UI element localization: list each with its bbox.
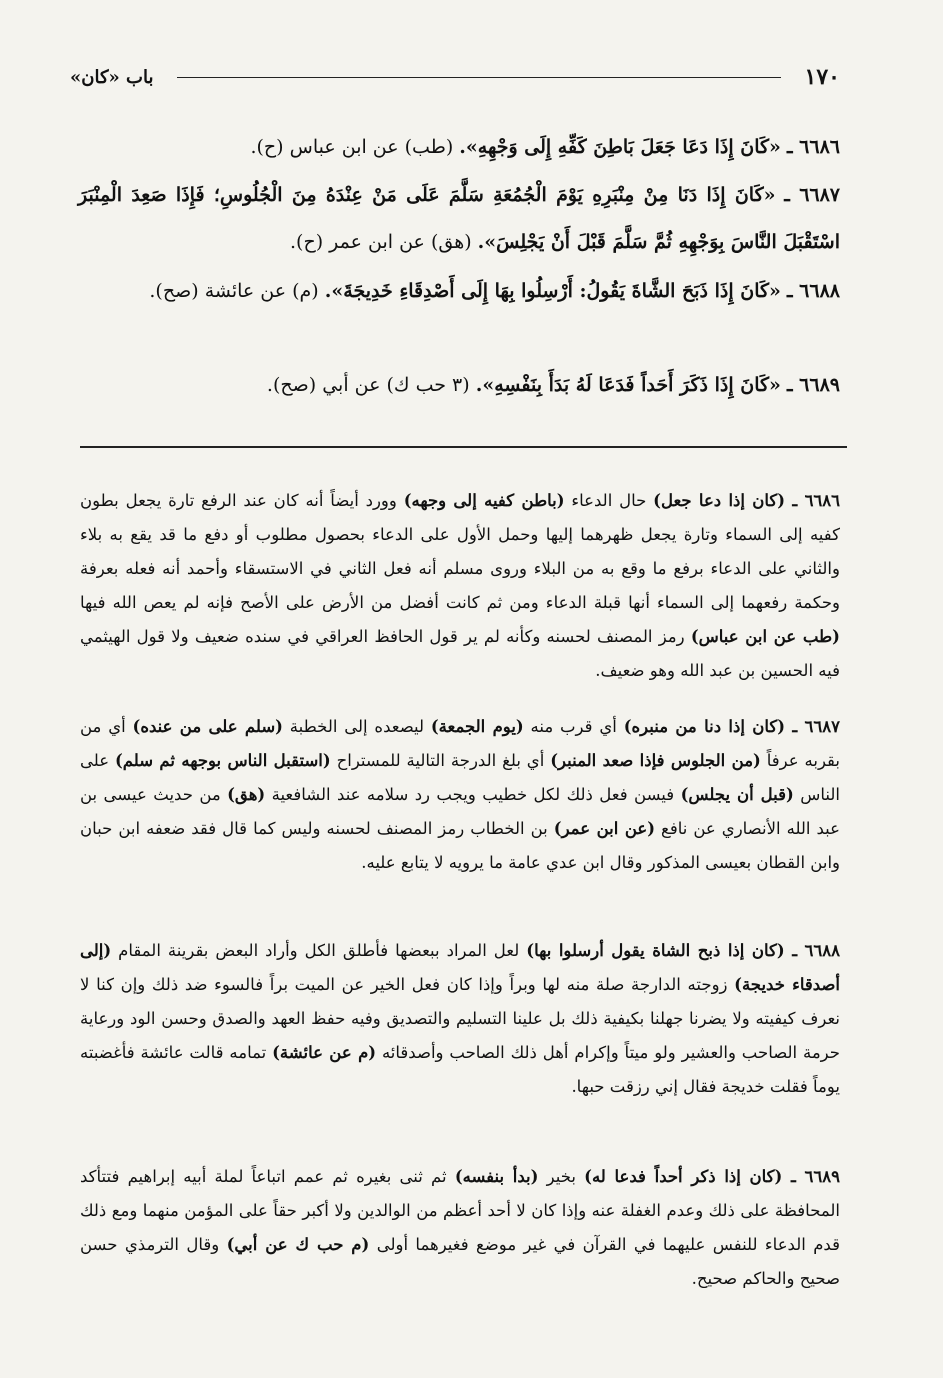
commentary-text: بن الخطاب رمز المصنف لحسنه وليس كما قال فقد ضعفه ابن حبان وابن القطان بعيسى المذكور وقال ابن عدي عامة ما يرويه لا يتابع عليه.	[80, 819, 840, 872]
commentary-number: ٦٦٨٨ ـ	[784, 941, 840, 960]
quoted-phrase: (عن ابن عمر)	[553, 819, 656, 838]
commentary-number: ٦٦٨٧ ـ	[785, 717, 840, 736]
commentary-text: تمامه قالت عائشة فأغضبته يوماً فقلت خديجة فقال إني رزقت حبها.	[80, 1043, 840, 1096]
hadith-source: (هق) عن ابن عمر (ح).	[290, 231, 478, 253]
hadith-source: (٣ حب ك) عن أبي (صح).	[266, 374, 476, 396]
quoted-phrase: (كان إذا دنا من منبره)	[623, 717, 786, 736]
commentary-text: ثم ثنى بغيره ثم عمم اتباعاً لملة أبيه إبراهيم فتتأكد المحافظة على ذلك وعدم الغفلة عنه وإذا كان لا أحد أعظم من الوالدين ولا أكبر حقاً على المؤمن منهما ومع ذلك قدم الدعاء للنفس عليهما في القرآن في غير موضع فغيرهما أولى	[80, 1167, 840, 1254]
hadith-number: ٦٦٨٦ ـ	[786, 136, 840, 158]
quoted-phrase: (كان إذا دعا جعل)	[653, 491, 786, 510]
hadith-6688	[78, 268, 840, 315]
commentary-number: ٦٦٨٩ ـ	[782, 1167, 840, 1186]
commentary-text: أي بلغ الدرجة التالية للمستراح	[330, 751, 551, 770]
commentary-text: بخير	[538, 1167, 585, 1186]
commentary-6686	[80, 484, 840, 688]
commentary-text: لعل المراد ببعضها فأطلق الكل وأراد البعض بقرينة المقام	[111, 941, 527, 960]
commentary-text: وقال الترمذي حسن صحيح والحاكم صحيح.	[80, 1235, 840, 1288]
hadith-source: (م) عن عائشة (صح).	[149, 280, 325, 302]
quoted-phrase: (طب عن ابن عباس)	[690, 627, 840, 646]
quoted-phrase: (سلم على من عنده)	[132, 717, 283, 736]
hadith-6689	[78, 362, 840, 409]
hadith-6687	[78, 172, 840, 266]
quoted-phrase: (بدأ بنفسه)	[454, 1167, 539, 1186]
commentary-number: ٦٦٨٦ ـ	[785, 491, 841, 510]
commentary-text: أي قرب منه	[523, 717, 624, 736]
quoted-phrase: (باطن كفيه إلى وجهه)	[403, 491, 565, 510]
hadith-text: «كَانَ إِذَا دَنَا مِنْ مِنْبَرِهِ يَوْمَ الْجُمُعَةِ سَلَّمَ عَلَى مَنْ عِنْدَهُ مِنَ الْجُلُوسِ؛ فَإِذَا صَعِدَ الْمِنْبَرَ اسْتَقْبَلَ النَّاسَ بِوَجْهِهِ ثُمَّ سَلَّمَ قَبْلَ أَنْ يَجْلِسَ».	[78, 184, 840, 253]
commentary-6688	[80, 934, 840, 1104]
page-number: ١٧٠	[804, 64, 840, 90]
quoted-phrase: (إلى أصدقاء خديجة)	[80, 941, 840, 994]
commentary-text: فيسن فعل ذلك لكل خطيب ويجب رد سلامه عند الشافعية	[265, 785, 681, 804]
commentary-text: زوجته الدارجة صلة منه لها وبراً وإذا كان فعل الخير عن الميت براً فالسوء ضد ذلك وإن كنا لا نعرف كيفيته ولا يضرنا جهلنا بكيفية ذلك بل علينا التسليم والتصديق وفيه حفظ العهد والصدق وحسن الود ورعاية حرمة الصاحب والعشير ولو ميتاً وإكرام أهل ذلك الصاحب وأصدقائه	[80, 975, 840, 1062]
commentary-6687	[80, 710, 840, 880]
quoted-phrase: (قبل أن يجلس)	[680, 785, 794, 804]
hadith-text: «كَانَ إِذَا دَعَا جَعَلَ بَاطِنَ كَفِّهِ إِلَى وَجْهِهِ».	[459, 136, 781, 158]
commentary-text: أي من بقربه عرفاً	[80, 717, 840, 770]
commentary-text: على الناس	[80, 751, 840, 804]
commentary-6689	[80, 1160, 840, 1296]
chapter-title: باب «كان»	[70, 66, 154, 88]
hadith-source: (طب) عن ابن عباس (ح).	[250, 136, 460, 158]
quoted-phrase: (هق)	[227, 785, 266, 804]
commentary-text: ليصعده إلى الخطبة	[282, 717, 431, 736]
header-rule	[177, 77, 780, 78]
hadith-6686	[78, 124, 840, 171]
footnote-divider	[80, 446, 847, 448]
quoted-phrase: (م حب ك عن أبي)	[226, 1235, 370, 1254]
commentary-text: رمز المصنف لحسنه وكأنه لم ير قول الحافظ العراقي في سنده ضعيف ولا قول الهيثمي فيه الحسين بن عبد الله وهو ضعيف.	[80, 627, 840, 680]
quoted-phrase: (من الجلوس فإذا صعد المنبر)	[550, 751, 761, 770]
hadith-text: «كَانَ إِذَا ذَبَحَ الشَّاةَ يَقُولُ: أَرْسِلُوا بِهَا إِلَى أَصْدِقَاءِ خَدِيجَةَ».	[324, 280, 781, 302]
hadith-number: ٦٦٨٧ ـ	[784, 184, 841, 206]
quoted-phrase: (كان إذا ذكر أحداً فدعا له)	[584, 1167, 783, 1186]
commentary-text: حال الدعاء	[564, 491, 654, 510]
hadith-number: ٦٦٨٨ ـ	[786, 280, 840, 302]
quoted-phrase: (يوم الجمعة)	[430, 717, 524, 736]
quoted-phrase: (كان إذا ذبح الشاة يقول أرسلوا بها)	[526, 941, 785, 960]
hadith-text: «كَانَ إِذَا ذَكَرَ أَحَداً فَدَعَا لَهُ بَدَأَ بِنَفْسِهِ».	[475, 374, 781, 396]
page-header	[70, 60, 840, 94]
quoted-phrase: (م عن عائشة)	[272, 1043, 377, 1062]
commentary-text: وورد أيضاً أنه كان عند الرفع تارة يجعل بطون كفيه إلى السماء وتارة يجعل ظهرهما إليها وحمل الأول على الدعاء بحصول مطلوب أو دفع ما قد يقع به بلاء والثاني على الدعاء برفع ما وقع به من البلاء وروى مسلم أنه فعل الثاني في الاستسقاء وأحمد أنه فعله بعرفة وحكمة رفعهما إلى السماء أنها قبلة الدعاء ومن ثم كانت أفضل من الأرض على الأصح فإنه لم يعص الله فيها	[80, 491, 840, 612]
quoted-phrase: (استقبل الناس بوجهه ثم سلم)	[114, 751, 331, 770]
hadith-number: ٦٦٨٩ ـ	[786, 374, 840, 396]
commentary-text: من حديث عيسى بن عبد الله الأنصاري عن نافع	[80, 785, 841, 838]
